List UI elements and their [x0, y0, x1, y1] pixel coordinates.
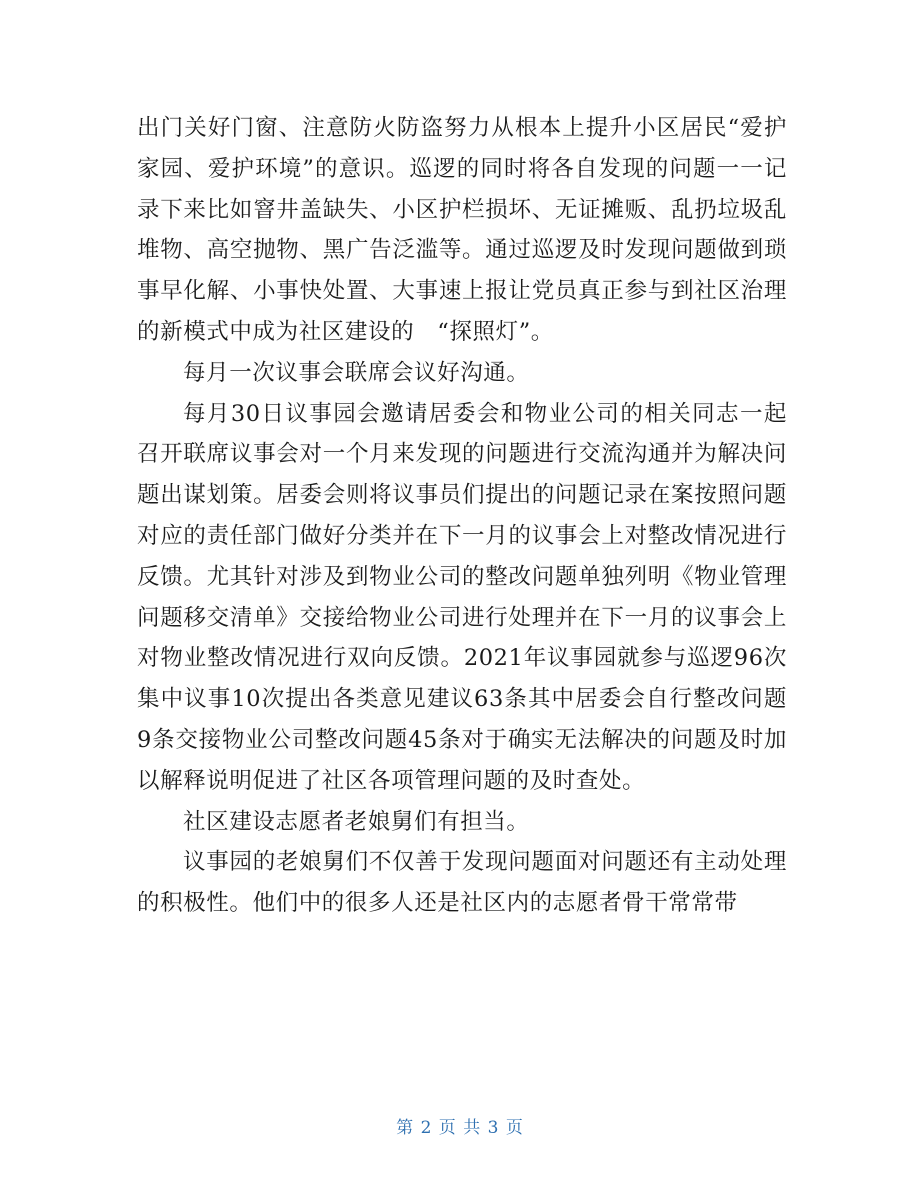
page-number-footer: 第 2 页 共 3 页 — [396, 1118, 524, 1138]
paragraph-monthly-meeting: 每月30日议事园会邀请居委会和物业公司的相关同志一起召开联席议事会对一个月来发现的问题进行交流沟通并为解决问题出谋划策。居委会则将议事员们提出的问题记录在案按照问题对应的责任部门做好分类并在下一月的议事会上对整改情况进行反馈。尤其针对涉及到物业公司的整改问题单独列明《物业管理问题移交清单》交接给物业公司进行处理并在下一月的议事会上对物业整改情况进行双向反馈。2021年议事园就参与巡逻96次集中议事10次提出各类意见建议63条其中居委会自行整改问题9条交接物业公司整改问题45条对于确实无法解决的问题及时加以解释说明促进了社区各项管理问题的及时查处。 — [137, 400, 787, 794]
section-heading-volunteers: 社区建设志愿者老娘舅们有担当。 — [183, 808, 530, 835]
section-heading-monthly-meeting: 每月一次议事会联席会议好沟通。 — [183, 359, 530, 386]
paragraph-volunteers: 议事园的老娘舅们不仅善于发现问题面对问题还有主动处理的积极性。他们中的很多人还是社区内的志愿者骨干常常带 — [137, 849, 787, 917]
paragraph-continuation: 出门关好门窗、注意防火防盗努力从根本上提升小区居民“爱护家园、爱护环境”的意识。巡逻的同时将各自发现的问题一一记录下来比如窨井盖缺失、小区护栏损坏、无证摊贩、乱扔垃圾乱堆物、高空抛物、黑广告泛滥等。通过巡逻及时发现问题做到琐事早化解、小事快处置、大事速上报让党员真正参与到社区治理的新模式中成为社区建设的 “探照灯”。 — [137, 115, 787, 345]
document-body — [137, 108, 787, 924]
